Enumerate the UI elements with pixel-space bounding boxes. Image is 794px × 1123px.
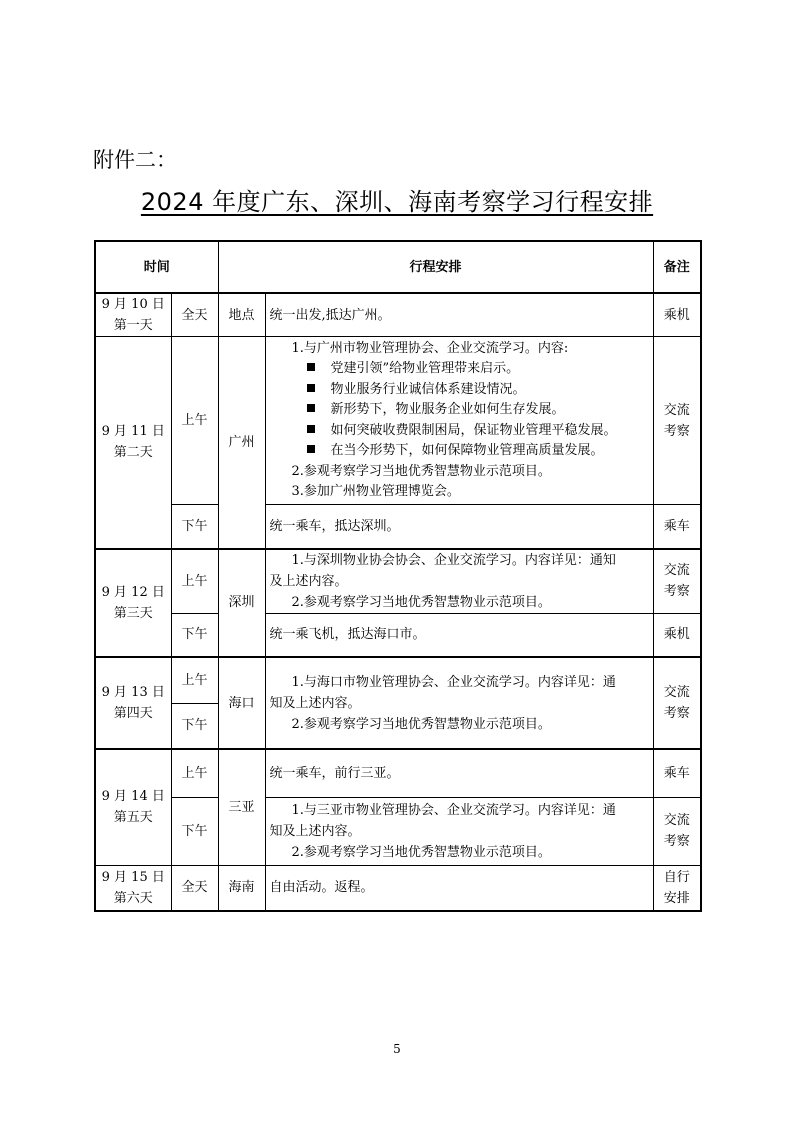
- header-time: 时间: [95, 241, 218, 293]
- schedule-cell: 1.与三亚市物业管理协会、企业交流学习。内容详见：通 知及上述内容。 2.参观考察学习当地优秀智慧物业示范项目。: [265, 797, 653, 865]
- header-note: 备注: [653, 241, 701, 293]
- note-cell: 自行 安排: [653, 865, 701, 911]
- place-cell: 广州: [218, 337, 265, 549]
- note-cell: 乘车: [653, 505, 701, 549]
- period-cell: 全天: [171, 293, 218, 337]
- date-cell: 9 月 11 日 第二天: [95, 337, 171, 549]
- place-cell: 海口: [218, 657, 265, 749]
- note-cell: 交流 考察: [653, 797, 701, 865]
- table-row: [95, 505, 701, 549]
- schedule-cell: 1.与深圳物业协会协会、企业交流学习。内容详见：通知 及上述内容。 2.参观考察学习当地优秀智慧物业示范项目。: [265, 549, 653, 614]
- schedule-cell: 统一出发,抵达广州。: [265, 293, 653, 337]
- place-cell: 三亚: [218, 749, 265, 865]
- schedule-cell: 1.与海口市物业管理协会、企业交流学习。内容详见：通 知及上述内容。 2.参观考察学习当地优秀智慧物业示范项目。: [265, 657, 653, 749]
- date-cell: 9 月 10 日 第一天: [95, 293, 171, 337]
- bullet-square-icon: [307, 384, 315, 392]
- note-cell: 乘机: [653, 293, 701, 337]
- schedule-cell: 统一乘飞机，抵达海口市。: [265, 613, 653, 657]
- page-number: 5: [393, 1042, 401, 1056]
- bullet-square-icon: [307, 445, 315, 453]
- period-cell: 下午: [171, 613, 218, 657]
- bullet-square-icon: [307, 404, 315, 412]
- table-row: [95, 865, 701, 911]
- table-row: [95, 613, 701, 657]
- schedule-cell: 统一乘车，抵达深圳。: [265, 505, 653, 549]
- bullet-square-icon: [307, 363, 315, 371]
- schedule-cell: 1.与广州市物业管理协会、企业交流学习。内容: 党建引领”给物业管理带来启示。 物业服务行业诚信体系建设情况。 新形势下，物业服务企业如何生存发展。 如何突破收费限制困局，保证物业管理平稳发展。 在当今形势下，如何保障物业管理高质量发展。 2.参观考察学习当地优秀智慧物业示范项目。 3.参加广州物业管理博览会。: [265, 337, 653, 505]
- date-cell: 9 月 15 日 第六天: [95, 865, 171, 911]
- period-cell: 全天: [171, 865, 218, 911]
- table-row: [95, 293, 701, 337]
- period-cell: 下午: [171, 797, 218, 865]
- document-title: 2024 年度广东、深圳、海南考察学习行程安排: [140, 188, 654, 216]
- table-row: [95, 657, 701, 703]
- place-cell: 海南: [218, 865, 265, 911]
- period-cell: 上午: [171, 549, 218, 614]
- note-cell: 交流 考察: [653, 549, 701, 614]
- note-cell: 交流 考察: [653, 657, 701, 749]
- schedule-cell: 统一乘车，前行三亚。: [265, 749, 653, 797]
- period-cell: 下午: [171, 703, 218, 749]
- table-row: [95, 797, 701, 865]
- attachment-label: 附件二：: [93, 148, 177, 172]
- period-cell: 上午: [171, 337, 218, 505]
- place-cell: 地点: [218, 293, 265, 337]
- schedule-cell: 自由活动。返程。: [265, 865, 653, 911]
- note-cell: 乘机: [653, 613, 701, 657]
- note-cell: 交流 考察: [653, 337, 701, 505]
- table-row: [95, 749, 701, 797]
- date-cell: 9 月 14 日 第五天: [95, 749, 171, 865]
- table-header-row: [95, 241, 701, 293]
- period-cell: 下午: [171, 505, 218, 549]
- itinerary-table: [94, 240, 702, 912]
- date-cell: 9 月 12 日 第三天: [95, 549, 171, 658]
- note-cell: 乘车: [653, 749, 701, 797]
- period-cell: 上午: [171, 749, 218, 797]
- header-schedule: 行程安排: [218, 241, 653, 293]
- period-cell: 上午: [171, 657, 218, 703]
- table-row: [95, 549, 701, 614]
- bullet-square-icon: [307, 425, 315, 433]
- table-row: [95, 337, 701, 505]
- date-cell: 9 月 13 日 第四天: [95, 657, 171, 749]
- place-cell: 深圳: [218, 549, 265, 658]
